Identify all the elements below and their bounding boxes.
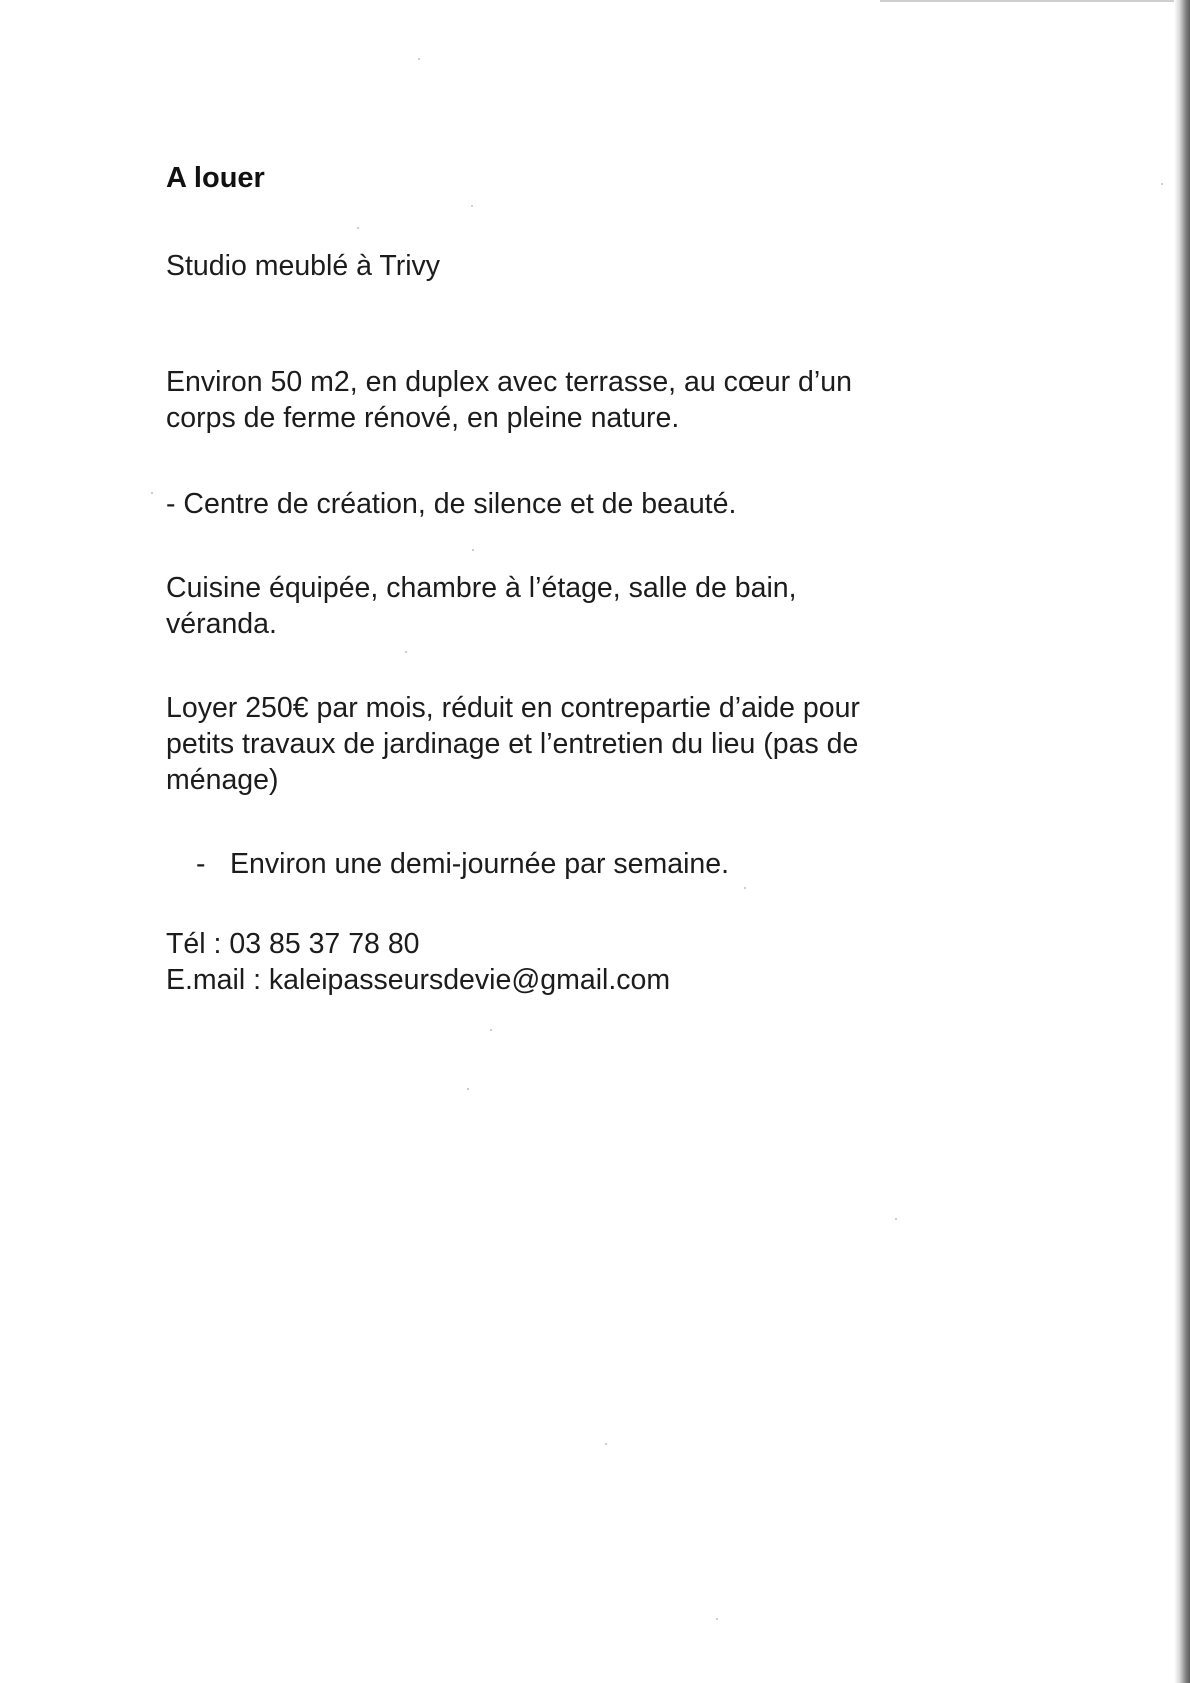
scan-speck — [405, 651, 407, 653]
scan-speck — [716, 1618, 718, 1620]
feature-line: - Centre de création, de silence et de beauté. — [166, 488, 737, 520]
list-item-text: Environ une demi-journée par semaine. — [230, 848, 730, 880]
scan-speck — [467, 1088, 469, 1090]
scan-speck — [895, 1218, 897, 1220]
scan-speck — [605, 1443, 607, 1445]
scan-speck — [1161, 183, 1163, 185]
amenities-paragraph: Cuisine équipée, chambre à l’étage, salle de bain, véranda. — [166, 572, 797, 640]
subtitle: Studio meublé à Trivy — [166, 250, 441, 282]
email-line: E.mail : kaleipasseursdevie@gmail.com — [166, 964, 671, 996]
phone-line: Tél : 03 85 37 78 80 — [166, 928, 420, 960]
scan-speck — [357, 227, 359, 229]
scan-speck — [151, 492, 153, 494]
scan-speck — [472, 549, 474, 551]
scan-speck — [744, 887, 746, 889]
scan-speck — [490, 1029, 492, 1031]
rent-paragraph: Loyer 250€ par mois, réduit en contrepartie d’aide pour petits travaux de jardinage et l’entretien du lieu (pas de ménage) — [166, 692, 860, 796]
list-bullet: - — [196, 848, 206, 880]
scan-top-edge — [880, 0, 1174, 2]
list-item — [196, 846, 729, 882]
scan-speck — [471, 205, 473, 207]
scan-right-edge — [1174, 0, 1190, 1683]
scan-speck — [418, 58, 420, 60]
description-paragraph: Environ 50 m2, en duplex avec terrasse, au cœur d’un corps de ferme rénové, en pleine nature. — [166, 366, 852, 434]
page-title: A louer — [166, 162, 265, 194]
